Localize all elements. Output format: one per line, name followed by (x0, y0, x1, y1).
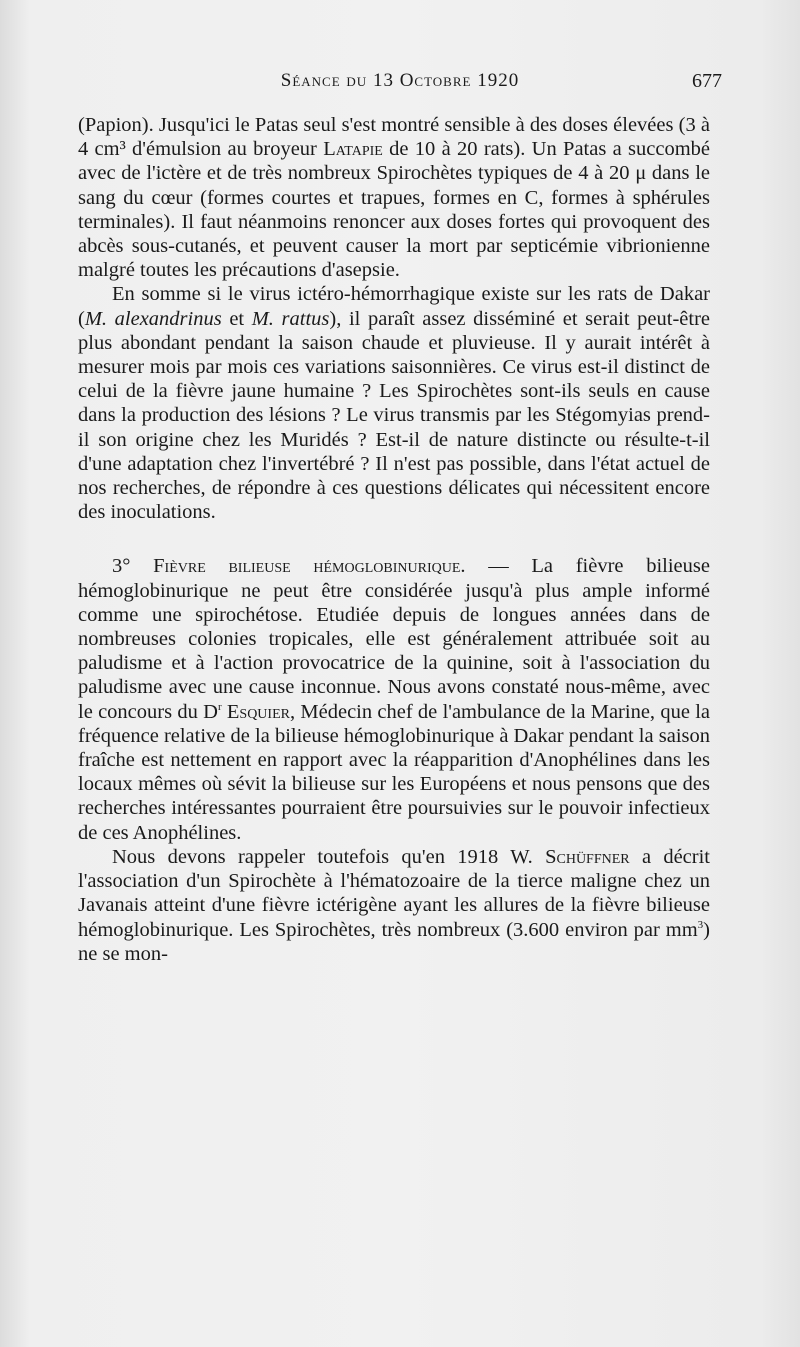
paragraph-schuffner: Nous devons rappeler toutefois qu'en 1918 W. Schüffner a décrit l'association d'un Spirochète à l'hématozoaire de la tierce maligne chez un Javanais atteint d'une fièvre ictérigène ayant les allures de la fièvre bilieuse hémoglobinurique. Les Spirochètes, très nombreux (3.600 environ par $mm^3$) ne se mon- (78, 845, 710, 965)
species-name: M. rattus (251, 307, 330, 330)
author-name-esquier: Esquier (226, 700, 290, 723)
section-number: 3° (112, 555, 131, 578)
running-head-title: Séance du 13 Octobre 1920 (280, 70, 520, 91)
page-number: 677 (692, 70, 722, 92)
body-text (78, 113, 710, 966)
author-name-latapie: Latapie (323, 138, 383, 161)
author-name-schuffner: Schüffner (545, 845, 630, 868)
section-heading: Fièvre bilieuse hémoglobinurique. (153, 555, 466, 578)
species-name: M. alexandrinus (84, 307, 222, 330)
paragraph-en-somme: En somme si le virus ictéro-hémorrhagique existe sur les rats de Dakar (M. alexandrinus et M. rattus), il paraît assez disséminé et serait peut-être plus abondant pendant la saison chaude et pluvieuse. Il y aurait intérêt à mesurer mois par mois ces variations saisonnières. Ce virus est-il distinct de celui de la fièvre jaune humaine ? Les Spirochètes sont-ils seuls en cause dans la production des lésions ? Le virus transmis par les Stégomyias prend-il son origine chez les Muridés ? Est-il de nature distincte ou résulte-t-il d'une adaptation chez l'invertébré ? Il n'est pas possible, dans l'état actuel de nos recherches, de répondre à ces questions délicates qui nécessitent encore des inoculations. (78, 283, 711, 524)
paragraph-papion: (Papion). Jusqu'ici le Patas seul s'est montré sensible à des doses élevées (3 à 4 cm³ d'émulsion au broyeur Latapie de 10 à 20 rats). Un Patas a succombé avec de l'ictère et de très nombreux Spirochètes typiques de 4 à 20 μ dans le sang du cœur (formes courtes et trapues, formes en C, formes à sphérules terminales). Il faut néanmoins renoncer aux doses fortes qui provoquent des abcès sous-cutanés, et peuvent causer la mort par septicémie vibrionienne malgré toutes les précautions d'asepsie. (78, 114, 710, 282)
paragraph-fievre-bilieuse: 3° Fièvre bilieuse hémoglobinurique. — La fièvre bilieuse hémoglobinurique ne peut être considérée jusqu'à plus ample informé comme une spirochétose. Etudiée depuis de longues années dans de nombreuses colonies tropicales, elle est généralement attribuée soit au paludisme et à l'action provocatrice de la quinine, soit à l'association du paludisme avec une cause inconnue. Nous avons constaté nous-même, avec le concours du $D^r$ Esquier, Médecin chef de l'ambulance de la Marine, que la fréquence relative de la bilieuse hémoglobinurique à Dakar pendant la saison fraîche est nettement en rapport avec la réapparition d'Anophélines dans les locaux mêmes où sévit la bilieuse sur les Européens et nous pensons que des recherches intéressantes pourraient être poursuivies sur le pouvoir infectieux de ces Anophélines. (78, 555, 710, 844)
running-head (78, 70, 722, 100)
